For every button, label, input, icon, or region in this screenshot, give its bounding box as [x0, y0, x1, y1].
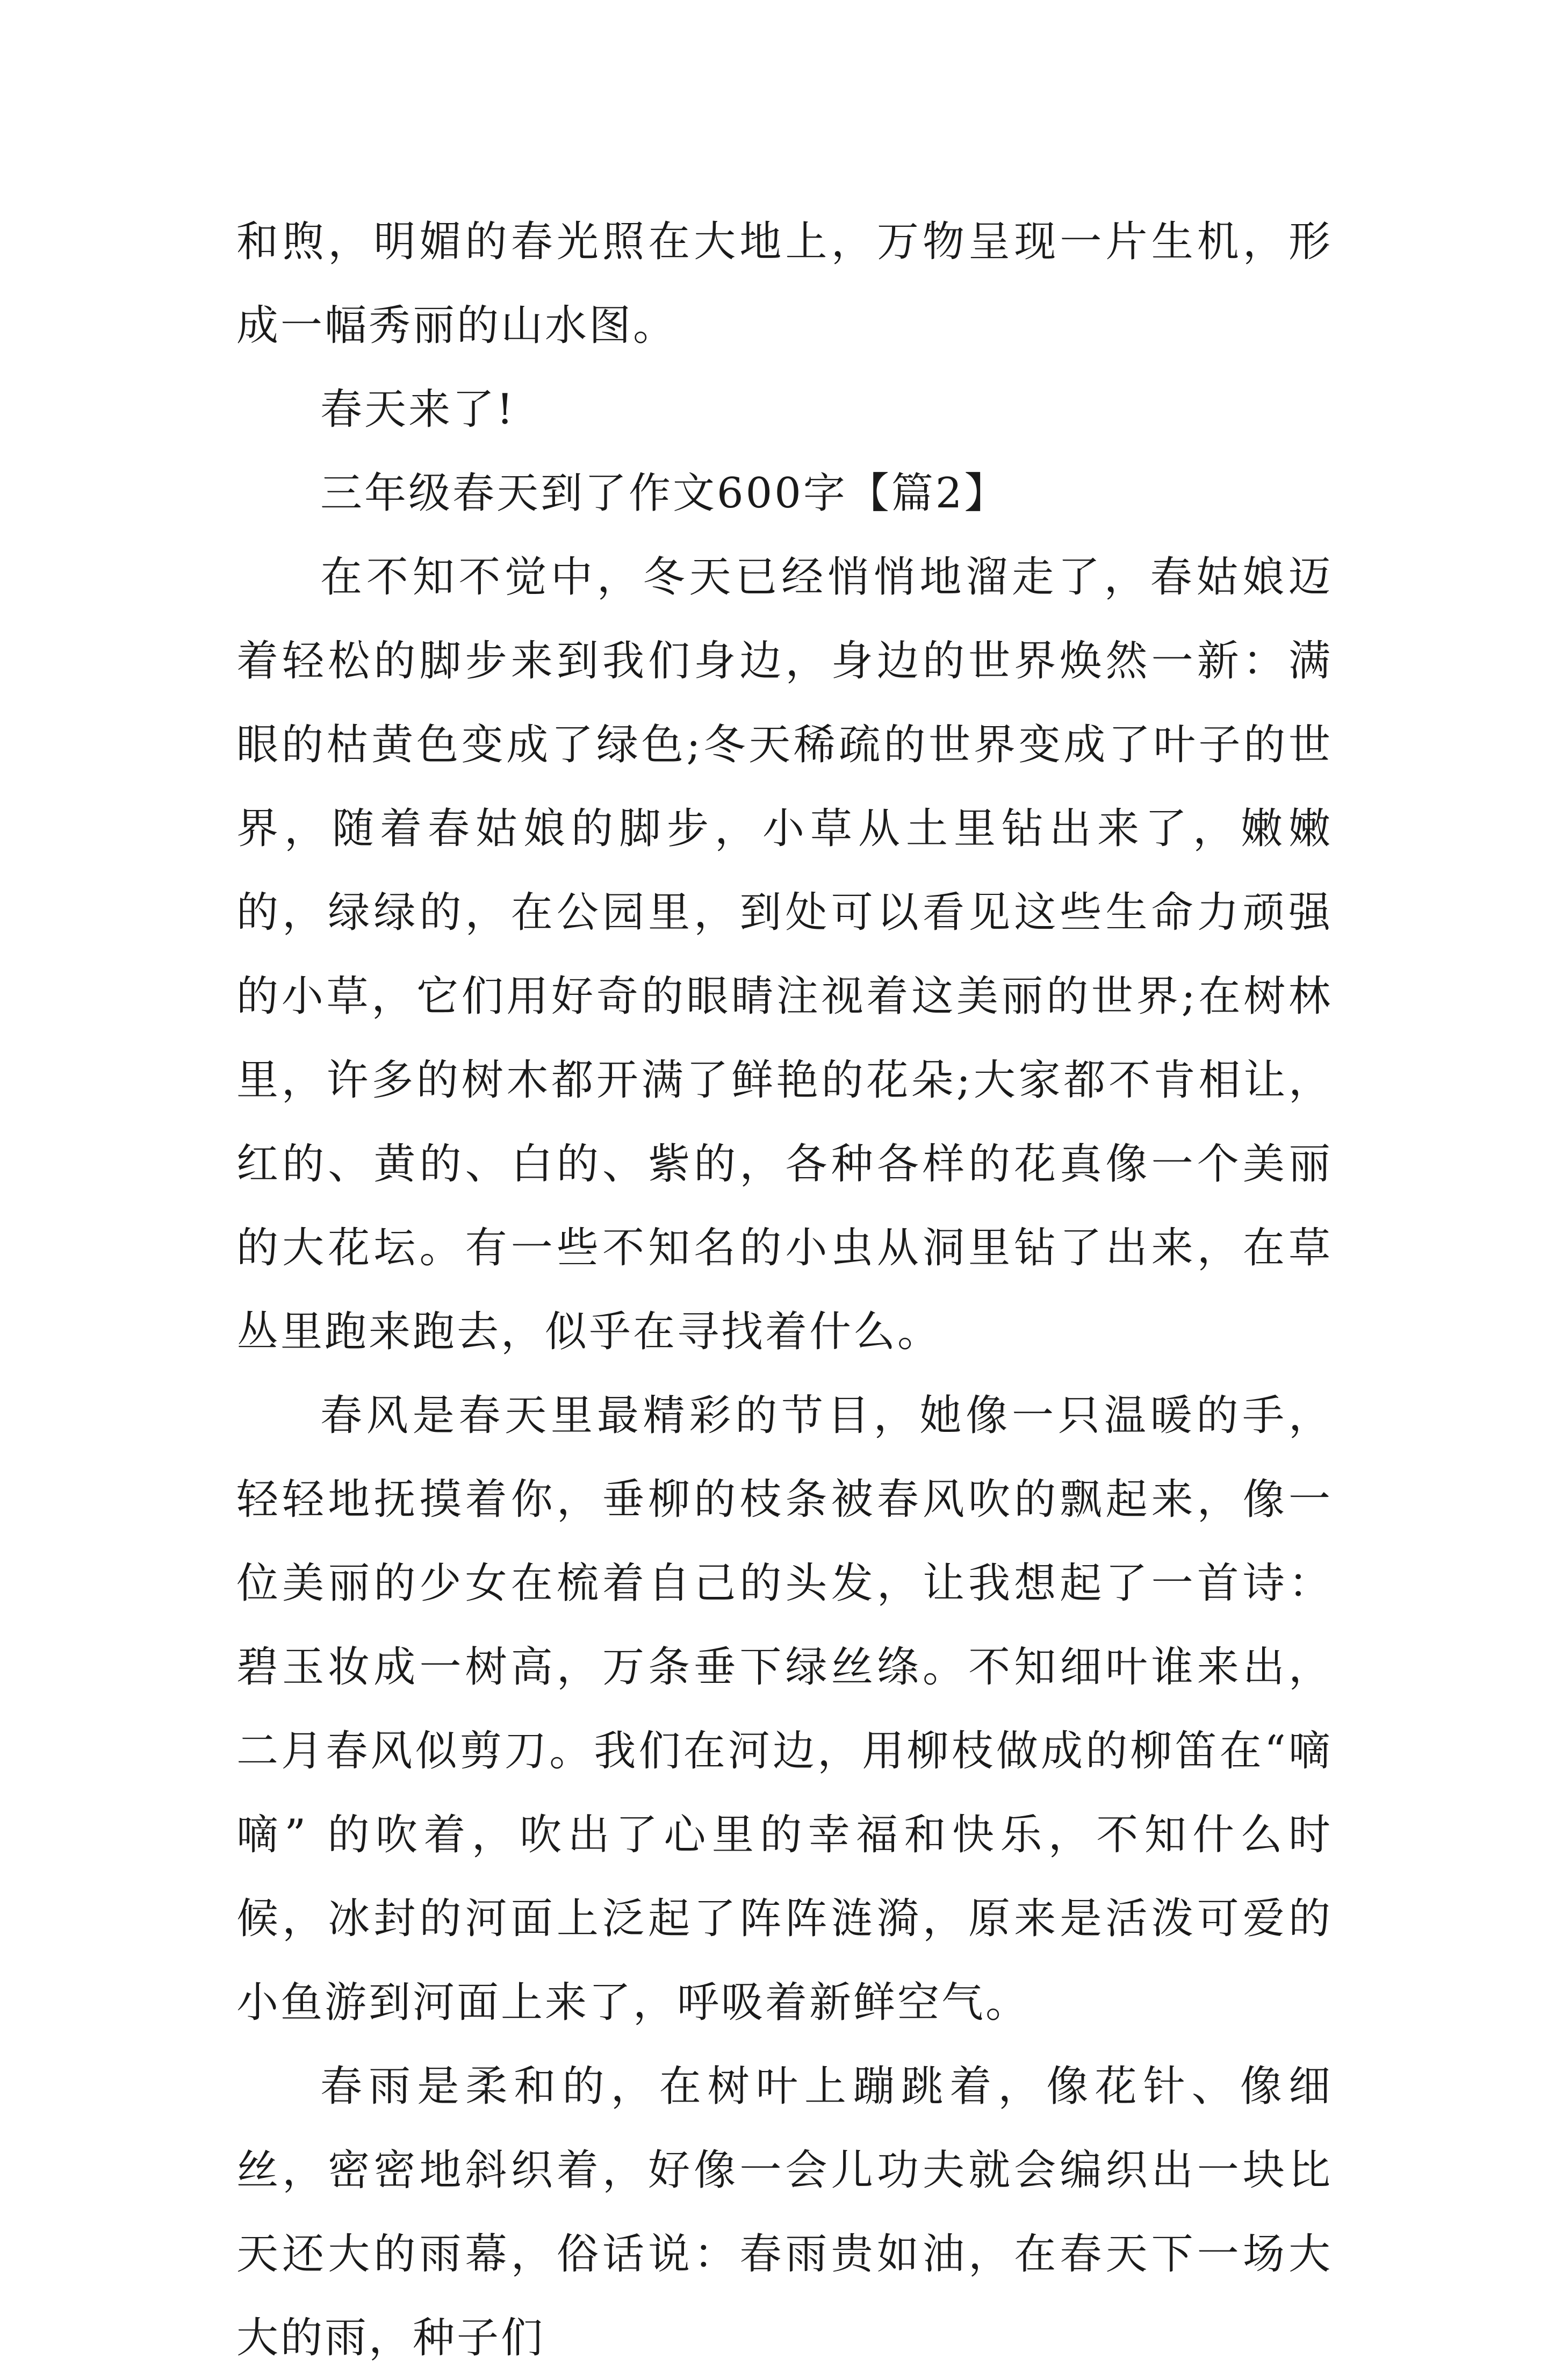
paragraph-spring-arrives: 在不知不觉中，冬天已经悄悄地溜走了，春姑娘迈着轻松的脚步来到我们身边，身边的世界焕然一新：满眼的枯黄色变成了绿色;冬天稀疏的世界变成了叶子的世界，随着春姑娘的脚步，小草从土里钻出来了，嫩嫩的，绿绿的，在公园里，到处可以看见这些生命力顽强的小草，它们用好奇的眼睛注视着这美丽的世界;在树林里，许多的树木都开满了鲜艳的花朵;大家都不肯相让，红的、黄的、白的、紫的，各种各样的花真像一个美丽的大花坛。有一些不知名的小虫从洞里钻了出来，在草丛里跑来跑去，似乎在寻找着什么。	[236, 553, 1333, 1356]
paragraph-spring-wind: 春风是春天里最精彩的节目，她像一只温暖的手，轻轻地抚摸着你，垂柳的枝条被春风吹的飘起来，像一位美丽的少女在梳着自己的头发，让我想起了一首诗：碧玉妆成一树高，万条垂下绿丝绦。不知细叶谁来出，二月春风似剪刀。我们在河边，用柳枝做成的柳笛在“嘀嘀” 的吹着，吹出了心里的幸福和快乐，不知什么时候，冰封的河面上泛起了阵阵涟漪，原来是活泼可爱的小鱼游到河面上来了，呼吸着新鲜空气。	[236, 1392, 1333, 2027]
section-heading: 三年级春天到了作文600字【篇2】	[320, 469, 1009, 518]
paragraph-spring-came: 春天来了!	[320, 385, 516, 434]
paragraph-intro-continued: 和煦，明媚的春光照在大地上，万物呈现一片生机，形成一幅秀丽的山水图。	[236, 218, 1333, 350]
paragraph-spring-rain: 春雨是柔和的，在树叶上蹦跳着，像花针、像细丝，密密地斜织着，好像一会儿功夫就会编织出一块比天还大的雨幕，俗话说：春雨贵如油，在春天下一场大大的雨，种子们	[236, 2062, 1333, 2362]
document-body	[236, 200, 1333, 2380]
